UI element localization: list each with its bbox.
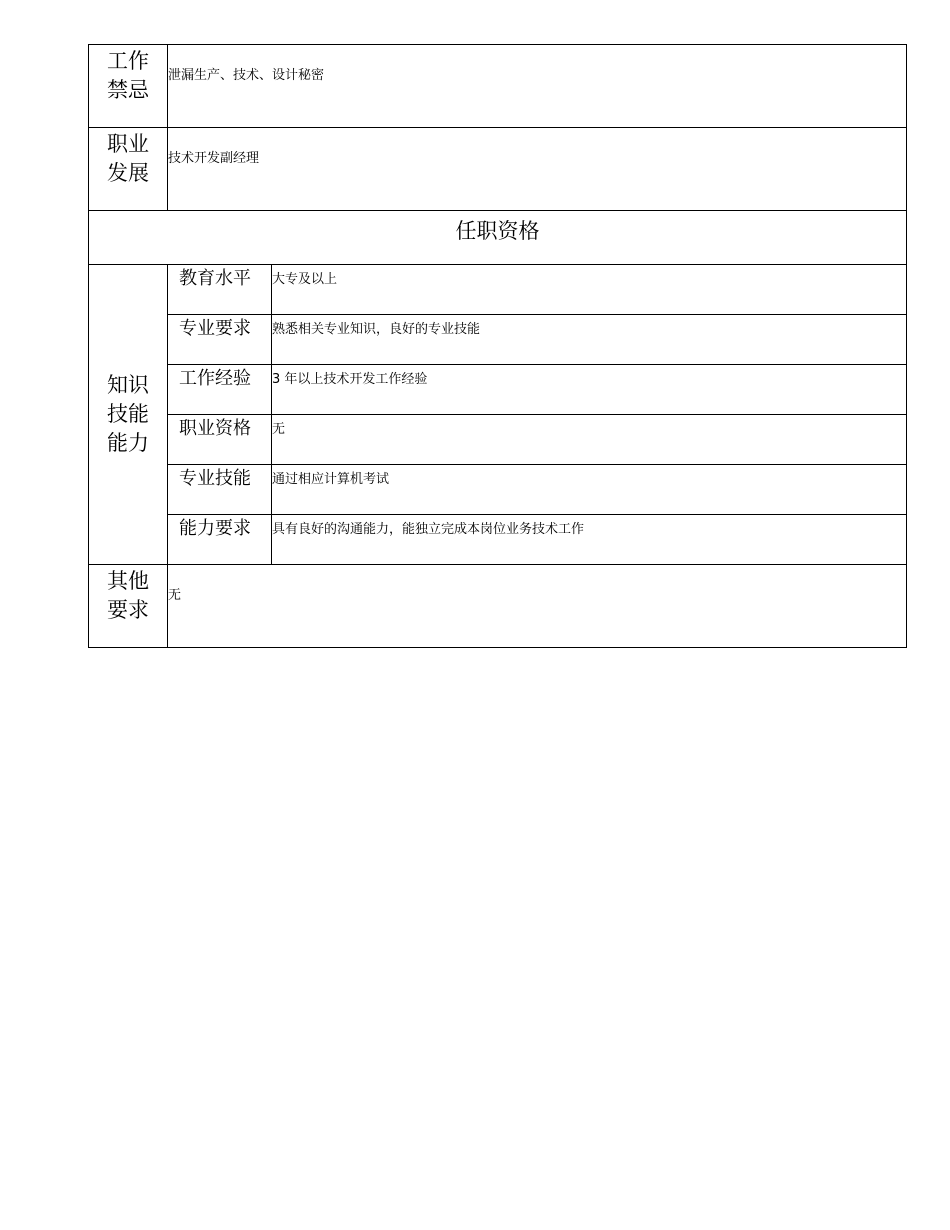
row-work-experience xyxy=(89,365,907,415)
row-ability-requirement xyxy=(89,515,907,565)
ksa-label-line1: 知识 xyxy=(107,373,149,397)
career-development-value: 技术开发副经理 xyxy=(168,128,907,211)
knowledge-skills-ability-label xyxy=(89,265,168,565)
ability-requirement-label: 能力要求 xyxy=(168,515,272,565)
work-taboo-value: 泄漏生产、技术、设计秘密 xyxy=(168,45,907,128)
row-professional-qualification xyxy=(89,415,907,465)
ksa-label-line3: 能力 xyxy=(107,431,149,455)
other-requirements-value: 无 xyxy=(168,565,907,648)
career-development-label xyxy=(89,128,168,211)
row-education xyxy=(89,265,907,315)
work-taboo-label-line1: 工作 xyxy=(107,49,149,73)
row-qualification-header xyxy=(89,211,907,265)
row-other-requirements xyxy=(89,565,907,648)
ksa-label-line2: 技能 xyxy=(107,402,149,426)
professional-skill-label: 专业技能 xyxy=(168,465,272,515)
education-value: 大专及以上 xyxy=(272,265,907,315)
other-requirements-label-line2: 要求 xyxy=(107,598,149,622)
professional-skill-value: 通过相应计算机考试 xyxy=(272,465,907,515)
qualification-title: 任职资格 xyxy=(89,211,907,265)
ability-requirement-value: 具有良好的沟通能力，能独立完成本岗位业务技术工作 xyxy=(272,515,907,565)
other-requirements-label-line1: 其他 xyxy=(107,569,149,593)
row-career-development xyxy=(89,128,907,211)
education-label: 教育水平 xyxy=(168,265,272,315)
professional-qualification-value: 无 xyxy=(272,415,907,465)
row-major-requirement xyxy=(89,315,907,365)
row-professional-skill xyxy=(89,465,907,515)
row-work-taboo xyxy=(89,45,907,128)
job-description-table xyxy=(88,44,907,648)
other-requirements-label xyxy=(89,565,168,648)
professional-qualification-label: 职业资格 xyxy=(168,415,272,465)
major-requirement-value: 熟悉相关专业知识，良好的专业技能 xyxy=(272,315,907,365)
work-taboo-label-line2: 禁忌 xyxy=(107,78,149,102)
work-experience-value: 3 年以上技术开发工作经验 xyxy=(272,365,907,415)
work-experience-label: 工作经验 xyxy=(168,365,272,415)
career-development-label-line2: 发展 xyxy=(107,161,149,185)
major-requirement-label: 专业要求 xyxy=(168,315,272,365)
career-development-label-line1: 职业 xyxy=(107,132,149,156)
work-taboo-label xyxy=(89,45,168,128)
